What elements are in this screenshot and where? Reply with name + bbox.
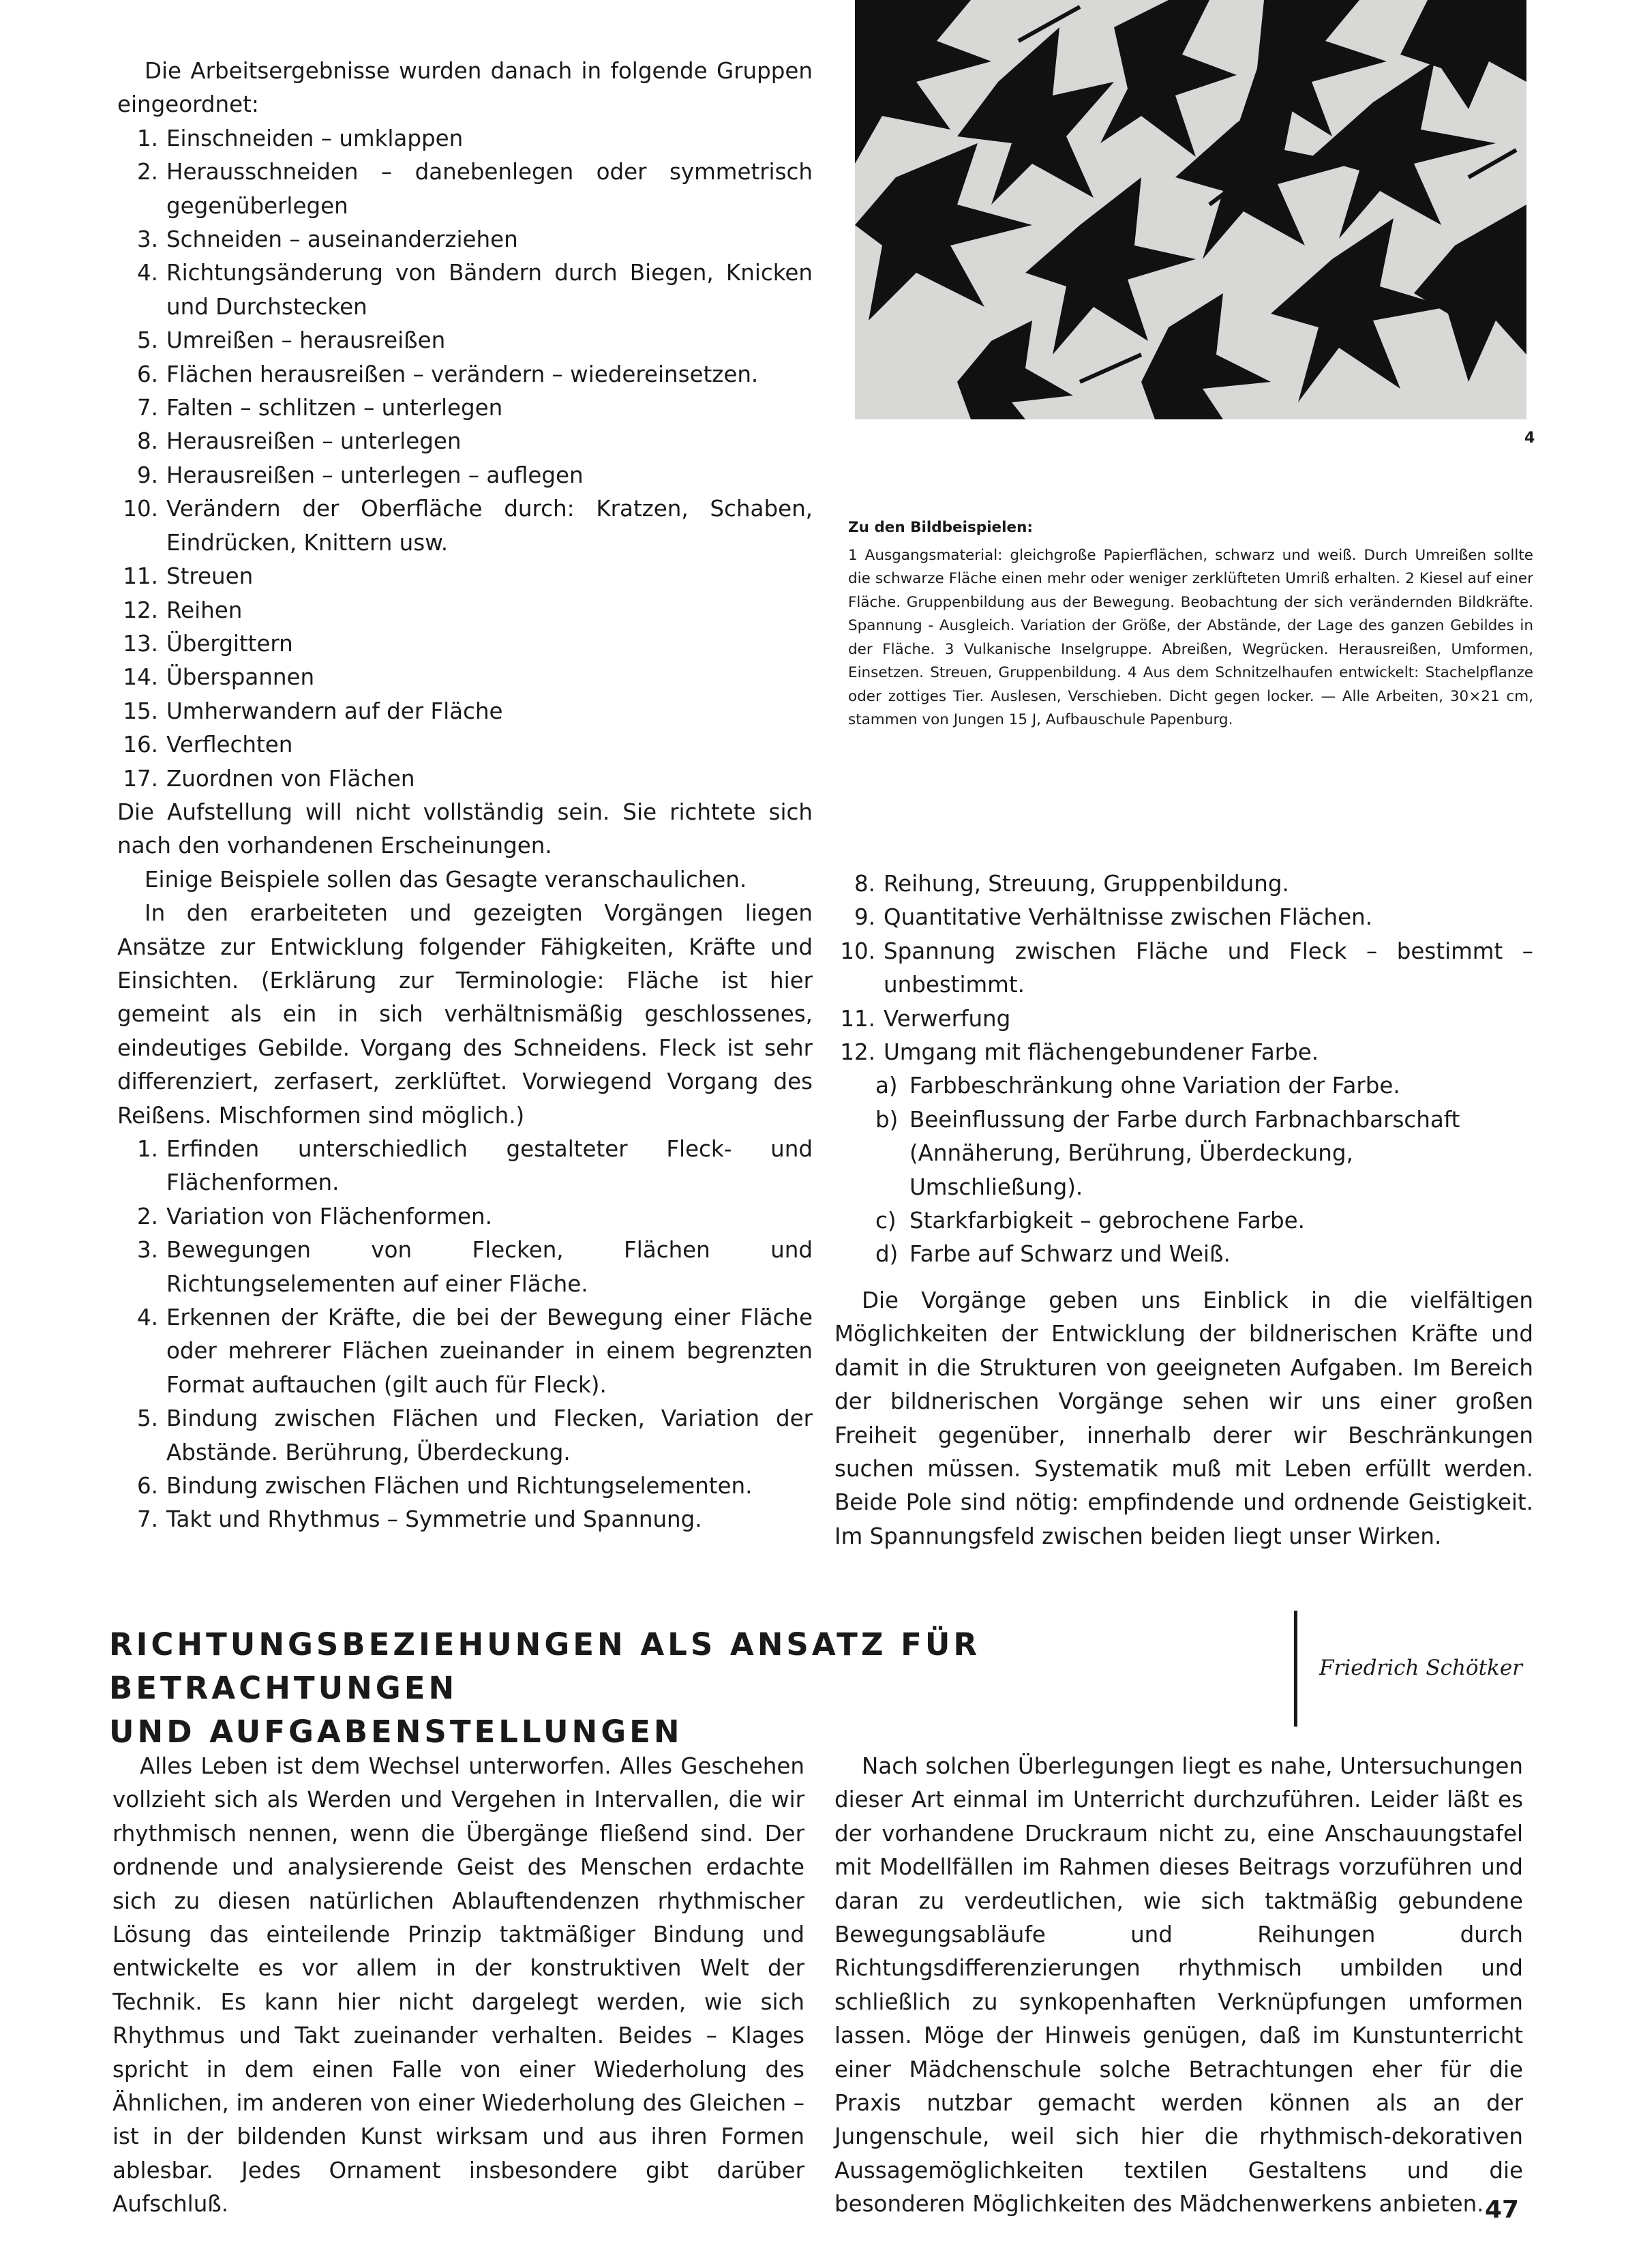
article-title — [109, 1623, 1282, 1754]
caption-title: Zu den Bildbeispielen: — [848, 519, 1033, 536]
groups-list — [117, 122, 813, 796]
list-item: 17. Zuordnen von Flächen — [123, 765, 415, 792]
list-item: 4. Richtungsänderung von Bändern durch Biegen, Knicken und Durchstecken — [136, 260, 813, 320]
list-item: 16. Verflechten — [123, 732, 293, 758]
list-item: 12. Reihen — [123, 597, 243, 623]
list-item: 7. Falten – schlitzen – unterlegen — [136, 395, 503, 421]
list-item: 13. Übergittern — [123, 630, 293, 657]
list-item: 9. Herausreißen – unterlegen – auflegen — [136, 462, 584, 488]
right-column — [834, 867, 1533, 1553]
list-item: 3. Bewegungen von Flecken, Flächen und Richtungselementen auf einer Fläche. — [136, 1237, 813, 1297]
caption-text: 1 Ausgangsmaterial: gleichgroße Papierflächen, schwarz und weiß. Durch Umreißen sollte die schwarze Fläche einen mehr oder weniger zerklüfteten Umriß erhalten. 2 Kiesel auf einer Fläche. Gruppenbildung aus der Bewegung. Beobachtung der sich verändernden Bildkräfte. Spannung - Ausgleich. Variation der Größe, der Abstände, der Lage des ganzen Gebildes in der Fläche. 3 Vulkanische Inselgruppe. Abreißen, Wegrücken. Herausreißen, Umformen, Einsetzen. Streuen, Gruppenbildung. 4 Aus dem Schnitzelhaufen entwickelt: Stachelpflanze oder zottiges Tier. Auslesen, Verschieben. Dicht gegen locker. — Alle Arbeiten, 30×21 cm, stammen von Jungen 15 J, Aufbauschule Papenburg. — [848, 546, 1533, 728]
figure-number: 4 — [1524, 430, 1535, 447]
spiky-paper-collage-image — [855, 0, 1526, 419]
left-column — [117, 55, 813, 1537]
artwork-figure — [855, 0, 1526, 419]
list-item: 2. Herausschneiden – danebenlegen oder symmetrisch gegenüberlegen — [136, 159, 813, 219]
color-sublist — [834, 1069, 1533, 1271]
list-item: 8. Reihung, Streuung, Gruppenbildung. — [854, 871, 1289, 897]
list-item: c) Starkfarbigkeit – gebrochene Farbe. — [875, 1208, 1305, 1234]
list-item: 11. Verwerfung — [840, 1005, 1011, 1032]
list-item: 11. Streuen — [123, 563, 254, 590]
list-item: 10. Verändern der Oberfläche durch: Kratzen, Schaben, Eindrücken, Knittern usw. — [123, 496, 813, 556]
list-item: 6. Bindung zwischen Flächen und Richtungselementen. — [136, 1473, 753, 1499]
list-item: 7. Takt und Rhythmus – Symmetrie und Spannung. — [136, 1506, 702, 1533]
list-item: 5. Bindung zwischen Flächen und Flecken, Variation der Abstände. Berührung, Überdeckung. — [136, 1405, 813, 1465]
figure-caption — [848, 516, 1533, 732]
paragraph: Die Aufstellung will nicht vollständig sein. Sie richtete sich nach den vorhandenen Erscheinungen. — [117, 799, 813, 859]
list-item: d) Farbe auf Schwarz und Weiß. — [875, 1241, 1231, 1268]
closing-paragraph: Die Vorgänge geben uns Einblick in die vielfältigen Möglichkeiten der Entwicklung der bildnerischen Kräfte und damit in die Strukturen von geeigneten Aufgaben. Im Bereich der bildnerischen Vorgänge sehen wir uns einer großen Freiheit gegenüber, innerhalb derer wir Beschränkungen suchen müssen. Systematik muß mit Leben erfüllt werden. Beide Pole sind nötig: empfindende und ordnende Geistigkeit. Im Spannungsfeld zwischen beiden liegt unser Wirken. — [834, 1287, 1533, 1549]
list-item: 2. Variation von Flächenformen. — [136, 1203, 492, 1229]
paragraph: In den erarbeiteten und gezeigten Vorgängen liegen Ansätze zur Entwicklung folgender Fähigkeiten, Kräfte und Einsichten. (Erklärung zur Terminologie: Fläche ist hier gemeint als ein in sich verhältnismäßig geschlossenes, eindeutiges Gebilde. Vorgang des Schneidens. Fleck ist sehr differenziert, zerfasert, zerklüftet. Vorwiegend Vorgang des Reißens. Mischformen sind möglich.) — [117, 900, 813, 1129]
abilities-list — [117, 1133, 813, 1537]
list-item: 4. Erkennen der Kräfte, die bei der Bewegung einer Fläche oder mehrerer Flächen zueinander in einem begrenzten Format auftauchen (gilt auch für Fleck). — [136, 1304, 813, 1398]
list-item: 6. Flächen herausreißen – verändern – wiedereinsetzen. — [136, 361, 759, 387]
list-item: 8. Herausreißen – unterlegen — [136, 428, 462, 455]
list-item: 9. Quantitative Verhältnisse zwischen Flächen. — [854, 904, 1373, 931]
article-title-line: UND AUFGABENSTELLUNGEN — [109, 1714, 683, 1750]
article-left-column — [112, 1750, 804, 2222]
article-title-line: RICHTUNGSBEZIEHUNGEN ALS ANSATZ FÜR BETRACHTUNGEN — [109, 1626, 981, 1706]
page-number: 47 — [1485, 2196, 1520, 2224]
groups-intro: Die Arbeitsergebnisse wurden danach in folgende Gruppen eingeordnet: — [117, 58, 813, 118]
list-item: 1. Einschneiden – umklappen — [136, 125, 464, 151]
title-divider — [1294, 1611, 1297, 1727]
list-item: 14. Überspannen — [123, 664, 315, 691]
list-item: 3. Schneiden – auseinanderziehen — [136, 226, 518, 253]
list-item: 5. Umreißen – herausreißen — [136, 327, 446, 354]
list-item: 10. Spannung zwischen Fläche und Fleck – bestimmt – unbestimmt. — [840, 938, 1533, 998]
article-right-column — [834, 1750, 1523, 2222]
list-item: 15. Umherwandern auf der Fläche — [123, 698, 503, 724]
paragraph: Nach solchen Überlegungen liegt es nahe, Untersuchungen dieser Art einmal im Unterricht durchzuführen. Leider läßt es der vorhandene Druckraum nicht zu, eine Anschauungstafel mit Modellfällen im Rahmen dieses Beitrags vorzuführen und daran zu verdeutlichen, wie sich taktmäßig gebundene Bewegungsabläufe und Reihungen durch Richtungsdifferenzierungen rhythmisch umbilden und schließlich zu synkopenhaften Verknüpfungen umformen lassen. Möge der Hinweis genügen, daß im Kunstunterricht einer Mädchenschule solche Betrachtungen eher für die Praxis nutzbar gemacht werden können als an der Jungenschule, weil sich hier die rhythmisch-dekorativen Aussagemöglichkeiten textilen Gestaltens und die besonderen Möglichkeiten des Mädchenwerkens anbieten. — [834, 1753, 1523, 2218]
author-name: Friedrich Schötker — [1319, 1656, 1522, 1680]
paragraph: Alles Leben ist dem Wechsel unterworfen. Alles Geschehen vollzieht sich als Werden und Vergehen in Intervallen, die wir rhythmisch nennen, wenn die Übergänge fließend sind. Der ordnende und analysierende Geist des Menschen erdachte sich zu diesen natürlichen Ablauftendenzen rhythmischer Lösung das einteilende Prinzip taktmäßiger Bindung und entwickelte es vor allem in der konstruktiven Welt der Technik. Es kann hier nicht dargelegt werden, wie sich Rhythmus und Takt zueinander verhalten. Beides – Klages spricht in dem einen Falle von einer Wiederholung des Ähnlichen, im anderen von einer Wiederholung des Gleichen – ist in der bildenden Kunst wirksam und aus ihren Formen ablesbar. Jedes Ornament insbesondere gibt darüber Aufschluß. — [112, 1753, 804, 2218]
list-item: a) Farbbeschränkung ohne Variation der Farbe. — [875, 1073, 1400, 1099]
list-item: 1. Erfinden unterschiedlich gestalteter Fleck- und Flächenformen. — [136, 1136, 813, 1196]
list-item: 12. Umgang mit flächengebundener Farbe. — [840, 1039, 1319, 1066]
list-item: b) Beeinflussung der Farbe durch Farbnachbarschaft (Annäherung, Berührung, Überdeckung, Umschließung). — [875, 1106, 1460, 1200]
paragraph: Einige Beispiele sollen das Gesagte veranschaulichen. — [145, 866, 747, 893]
abilities-list-continued — [834, 867, 1533, 1069]
